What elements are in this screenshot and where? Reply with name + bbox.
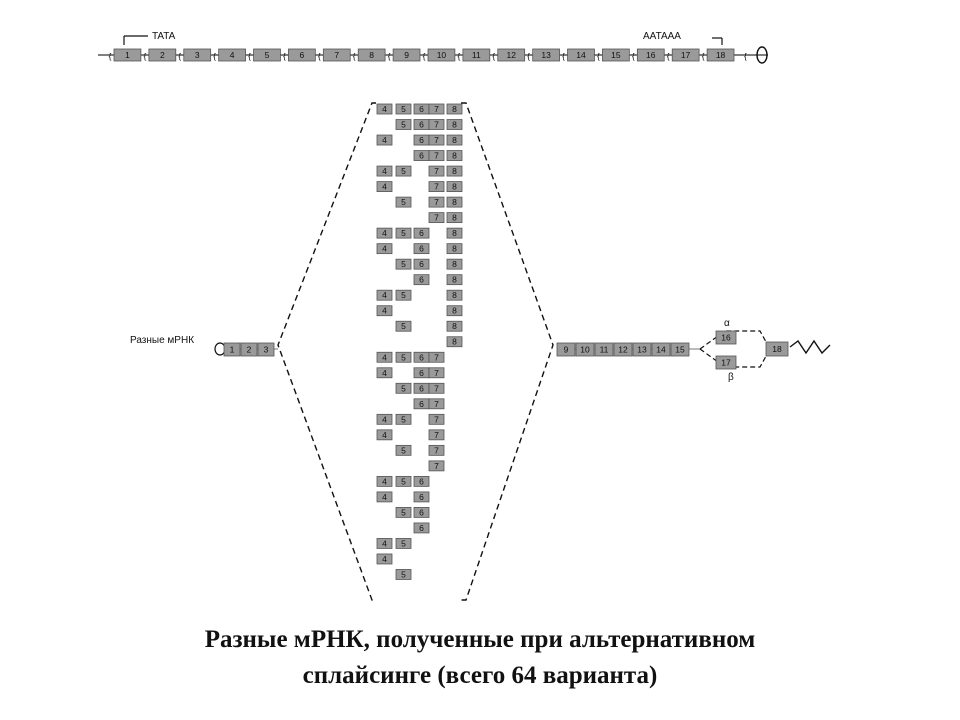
intron-break-icon: { <box>213 51 217 61</box>
variant-exon-6-number: 6 <box>419 150 424 161</box>
mrna-exon-15 <box>671 343 689 356</box>
variant-row <box>396 507 429 517</box>
gene-exon-6 <box>288 49 315 61</box>
variant-exon-5-number: 5 <box>401 352 406 363</box>
variant-exon-5 <box>396 538 411 548</box>
gene-exon-6-number: 6 <box>299 50 305 60</box>
variant-row <box>377 476 429 486</box>
gene-exon-5-number: 5 <box>264 50 270 60</box>
variant-exon-7-number: 7 <box>434 460 439 471</box>
gene-exon-3 <box>184 49 211 61</box>
variant-exon-8 <box>447 151 462 161</box>
variant-exon-4 <box>377 228 392 238</box>
caption-line-2: сплайсинге (всего 64 варианта) <box>302 662 658 689</box>
variant-row <box>396 259 462 269</box>
variant-row <box>377 306 462 316</box>
gene-exon-10 <box>428 49 455 61</box>
variant-exon-8 <box>447 275 462 285</box>
variant-row <box>377 228 462 238</box>
variant-exon-7-number: 7 <box>434 414 439 425</box>
variant-exon-6-number: 6 <box>419 104 424 114</box>
variant-exon-8-number: 8 <box>452 135 457 146</box>
mrna-line <box>130 318 830 383</box>
variant-row <box>377 414 444 424</box>
variant-exon-7 <box>429 120 444 130</box>
variant-exon-7 <box>429 461 444 471</box>
gene-exon-7-number: 7 <box>334 50 340 60</box>
variant-exon-4 <box>377 492 392 502</box>
mrna-exon-2-number: 2 <box>246 344 252 355</box>
mrna-exon-alpha <box>716 331 736 344</box>
variant-row <box>377 492 429 502</box>
intron-break-icon: { <box>527 51 531 61</box>
variant-exon-6 <box>414 523 429 533</box>
variant-exon-5 <box>396 414 411 424</box>
right-dashed-outline <box>461 103 553 600</box>
mrna-exon-14 <box>652 343 670 356</box>
mrna-exon-11 <box>595 343 613 356</box>
variant-exon-5-number: 5 <box>401 197 406 208</box>
mrna-exon-beta <box>716 356 736 369</box>
intron-break-icon: { <box>178 51 182 61</box>
variant-exon-4-number: 4 <box>382 429 387 440</box>
mrna-exon-end-number: 18 <box>772 344 782 354</box>
variant-exon-6 <box>414 151 429 161</box>
variant-exon-4-number: 4 <box>382 553 387 564</box>
variant-row <box>377 104 462 114</box>
gene-exon-14-number: 14 <box>576 50 586 60</box>
variant-exon-8 <box>447 337 462 347</box>
variant-row <box>396 569 411 579</box>
variant-exon-8-number: 8 <box>452 243 457 254</box>
variant-exon-7-number: 7 <box>434 352 439 363</box>
variant-exon-6-number: 6 <box>419 135 424 146</box>
variant-row <box>377 430 444 440</box>
intron-break-icon: { <box>387 51 391 61</box>
mrna-exon-13 <box>633 343 651 356</box>
variant-exon-7 <box>429 151 444 161</box>
variant-exon-5-number: 5 <box>401 538 406 549</box>
gene-exon-13-number: 13 <box>541 50 551 60</box>
gene-exon-8 <box>358 49 385 61</box>
mrna-exon-9-number: 9 <box>563 344 569 355</box>
gene-exon-2 <box>149 49 176 61</box>
gene-exon-11 <box>463 49 490 61</box>
variant-exon-4-number: 4 <box>382 414 387 425</box>
variant-exon-8-number: 8 <box>452 119 457 130</box>
variant-exon-4-number: 4 <box>382 228 387 239</box>
intron-break-icon: { <box>744 51 747 61</box>
mrna-exon-1-number: 1 <box>229 344 235 355</box>
variant-exon-4 <box>377 414 392 424</box>
variant-row <box>377 352 444 362</box>
gene-exon-3-number: 3 <box>194 50 200 60</box>
variant-exon-8-number: 8 <box>452 212 457 223</box>
variant-exon-4 <box>377 290 392 300</box>
mrna-exon-12 <box>614 343 632 356</box>
variant-exon-6 <box>414 476 429 486</box>
variant-exon-6-number: 6 <box>419 367 424 378</box>
variant-exon-6 <box>414 228 429 238</box>
variant-exon-7 <box>429 197 444 207</box>
variant-row <box>396 321 462 331</box>
variant-exon-8-number: 8 <box>452 259 457 270</box>
variant-exon-4 <box>377 166 392 176</box>
mrna-exon-alpha-number: 16 <box>721 332 731 343</box>
mrna-exon-14-number: 14 <box>656 344 666 355</box>
variant-exon-6-number: 6 <box>419 398 424 409</box>
variant-exon-5 <box>396 290 411 300</box>
variant-row <box>414 523 429 533</box>
variant-exon-4-number: 4 <box>382 538 387 549</box>
variant-exon-7-number: 7 <box>434 367 439 378</box>
variant-exon-6 <box>414 399 429 409</box>
variant-exon-6-number: 6 <box>419 476 424 487</box>
variant-row <box>414 151 462 161</box>
variant-exon-7 <box>429 399 444 409</box>
variant-exon-7-number: 7 <box>434 135 439 146</box>
gene-exon-17-number: 17 <box>680 50 691 60</box>
variant-row <box>377 290 462 300</box>
variant-exon-8 <box>447 135 462 145</box>
variant-exon-6-number: 6 <box>419 243 424 254</box>
mrna-exon-3 <box>258 343 274 356</box>
variant-exon-6-number: 6 <box>419 274 424 285</box>
variant-exon-4 <box>377 306 392 316</box>
intron-break-icon: { <box>701 51 705 61</box>
intron-break-icon: { <box>492 51 496 61</box>
variant-exon-5-number: 5 <box>401 445 406 456</box>
variant-exon-8 <box>447 197 462 207</box>
variant-row <box>396 120 462 130</box>
variant-exon-5 <box>396 569 411 579</box>
variant-exon-5-number: 5 <box>401 321 406 332</box>
variant-exon-7-number: 7 <box>434 150 439 161</box>
variant-exon-5 <box>396 120 411 130</box>
variant-exon-6 <box>414 104 429 114</box>
variant-exon-7 <box>429 352 444 362</box>
variant-row <box>414 275 462 285</box>
variant-exon-5-number: 5 <box>401 476 406 487</box>
intron-break-icon: { <box>248 51 251 61</box>
variant-exon-5 <box>396 383 411 393</box>
mrna-exon-2 <box>241 343 257 356</box>
variant-exon-4-number: 4 <box>382 491 387 502</box>
exploded-variants <box>278 103 553 600</box>
variant-exon-5-number: 5 <box>401 228 406 239</box>
variant-exon-7-number: 7 <box>434 119 439 130</box>
variant-exon-7 <box>429 135 444 145</box>
variant-row <box>414 399 444 409</box>
intron-break-icon: { <box>143 51 147 61</box>
variant-exon-6-number: 6 <box>419 507 424 518</box>
variant-exon-8 <box>447 182 462 192</box>
left-dashed-outline <box>278 103 376 600</box>
mrna-exon-10-number: 10 <box>580 344 590 355</box>
variant-exon-4 <box>377 430 392 440</box>
variant-exon-7-number: 7 <box>434 383 439 394</box>
variant-exon-5-number: 5 <box>401 569 406 580</box>
variant-exon-5 <box>396 352 411 362</box>
variant-exon-8 <box>447 244 462 254</box>
variant-exon-4-number: 4 <box>382 181 387 192</box>
gene-exon-15 <box>602 49 629 61</box>
variant-exon-5 <box>396 445 411 455</box>
gene-exon-12 <box>498 49 525 61</box>
variant-exon-5-number: 5 <box>401 259 406 270</box>
variant-exon-8-number: 8 <box>452 166 457 177</box>
variant-exon-4 <box>377 476 392 486</box>
variant-exon-7 <box>429 430 444 440</box>
variant-exon-6-number: 6 <box>419 491 424 502</box>
variant-exon-4-number: 4 <box>382 305 387 316</box>
variant-exon-4 <box>377 135 392 145</box>
variant-exon-6 <box>414 507 429 517</box>
variant-exon-8-number: 8 <box>452 290 457 301</box>
variant-exon-8 <box>447 120 462 130</box>
variant-exon-8 <box>447 259 462 269</box>
variant-row <box>377 166 462 176</box>
variant-exon-4-number: 4 <box>382 135 387 146</box>
mrna-exon-beta-number: 17 <box>721 357 731 368</box>
variant-exon-4-number: 4 <box>382 166 387 177</box>
variant-exon-8 <box>447 306 462 316</box>
variant-exon-5-number: 5 <box>401 119 406 130</box>
gene-exon-4-number: 4 <box>229 50 235 60</box>
variant-row <box>377 538 411 548</box>
gene-exon-18 <box>707 49 734 61</box>
gene-exon-2-number: 2 <box>159 50 165 60</box>
aataaa-label: AATAAA <box>643 31 681 42</box>
variant-exon-7-number: 7 <box>434 197 439 208</box>
variant-exon-7-number: 7 <box>434 212 439 223</box>
intron-break-icon: { <box>317 51 321 61</box>
variant-row <box>429 213 462 223</box>
variant-exon-7-number: 7 <box>434 104 439 114</box>
mrna-exon-12-number: 12 <box>618 344 628 355</box>
variant-exon-7-number: 7 <box>434 398 439 409</box>
variant-exon-7-number: 7 <box>434 445 439 456</box>
variant-exon-7 <box>429 445 444 455</box>
variant-exon-6-number: 6 <box>419 119 424 130</box>
variant-row <box>377 135 462 145</box>
intron-break-icon: { <box>457 51 461 61</box>
variant-exon-8-number: 8 <box>452 197 457 208</box>
gene-exon-18-number: 18 <box>715 50 726 60</box>
gene-exon-1 <box>114 49 141 61</box>
variant-exon-6 <box>414 275 429 285</box>
intron-break-icon: { <box>562 51 565 61</box>
intron-break-icon: { <box>422 51 426 61</box>
variant-exon-4 <box>377 104 392 114</box>
variant-exon-7 <box>429 213 444 223</box>
gene-exon-11-number: 11 <box>471 50 481 60</box>
variant-exon-5 <box>396 507 411 517</box>
poly-a-tail <box>790 341 830 353</box>
variant-exon-8-number: 8 <box>452 150 457 161</box>
variant-exon-7-number: 7 <box>434 429 439 440</box>
variant-exon-6 <box>414 352 429 362</box>
variant-exon-7 <box>429 182 444 192</box>
variant-exon-5 <box>396 476 411 486</box>
variant-exon-6-number: 6 <box>419 228 424 239</box>
variant-exon-7 <box>429 414 444 424</box>
intron-break-icon: { <box>666 51 670 61</box>
variant-row <box>377 554 392 564</box>
intron-break-icon: { <box>352 51 356 61</box>
gene-map <box>98 31 768 63</box>
variant-exon-6 <box>414 244 429 254</box>
gene-exon-10-number: 10 <box>436 50 447 60</box>
variant-exon-8 <box>447 213 462 223</box>
intron-break-icon: { <box>597 51 600 61</box>
beta-symbol: β <box>728 372 734 383</box>
variant-exon-7 <box>429 166 444 176</box>
variant-exon-5 <box>396 259 411 269</box>
variant-exon-5 <box>396 104 411 114</box>
variant-exon-5 <box>396 197 411 207</box>
variant-exon-6-number: 6 <box>419 352 424 363</box>
tata-label: TATA <box>152 31 176 42</box>
cap-icon <box>215 343 225 355</box>
variant-exon-8-number: 8 <box>452 336 457 347</box>
variant-row <box>396 197 462 207</box>
intron-break-icon: { <box>108 51 112 61</box>
gene-exon-12-number: 12 <box>506 50 516 60</box>
variant-row <box>396 383 444 393</box>
gene-exon-17 <box>672 49 699 61</box>
variant-exon-4-number: 4 <box>382 104 387 114</box>
gene-exon-16-number: 16 <box>646 50 656 60</box>
variant-exon-5-number: 5 <box>401 383 406 394</box>
variant-exon-4 <box>377 554 392 564</box>
variant-exon-4-number: 4 <box>382 243 387 254</box>
variant-exon-4 <box>377 182 392 192</box>
variant-exon-8-number: 8 <box>452 305 457 316</box>
mrna-label: Разные мРНК <box>130 335 195 346</box>
variant-exon-4 <box>377 368 392 378</box>
gene-exon-8-number: 8 <box>369 50 375 60</box>
variant-exon-4 <box>377 244 392 254</box>
mrna-exon-1 <box>224 343 240 356</box>
variant-row <box>429 461 444 471</box>
variant-row <box>377 244 462 254</box>
mrna-exon-3-number: 3 <box>263 344 269 355</box>
variant-exon-4-number: 4 <box>382 352 387 363</box>
gene-exon-1-number: 1 <box>125 50 130 60</box>
mrna-exon-11-number: 11 <box>599 344 609 355</box>
variant-exon-8-number: 8 <box>452 104 457 114</box>
intron-break-icon: { <box>283 51 286 61</box>
variant-exon-8-number: 8 <box>452 228 457 239</box>
variant-exon-8 <box>447 290 462 300</box>
variant-exon-7 <box>429 383 444 393</box>
variant-exon-8-number: 8 <box>452 274 457 285</box>
variant-exon-4 <box>377 352 392 362</box>
gene-exon-13 <box>533 49 560 61</box>
gene-exon-14 <box>568 49 595 61</box>
gene-exon-5 <box>254 49 281 61</box>
variant-exon-7 <box>429 104 444 114</box>
variant-row <box>396 445 444 455</box>
caption-line-1: Разные мРНК, полученные при альтернативном <box>204 626 756 653</box>
variant-exon-7-number: 7 <box>434 166 439 177</box>
variant-exon-8 <box>447 321 462 331</box>
variant-exon-5-number: 5 <box>401 166 406 177</box>
variant-exon-5 <box>396 321 411 331</box>
variant-exon-4-number: 4 <box>382 290 387 301</box>
variant-exon-8 <box>447 104 462 114</box>
gene-exon-9-number: 9 <box>404 50 409 60</box>
mrna-exon-9 <box>557 343 575 356</box>
variant-exon-5-number: 5 <box>401 507 406 518</box>
variant-exon-5-number: 5 <box>401 104 406 114</box>
gene-exon-15-number: 15 <box>611 50 621 60</box>
variant-exon-5-number: 5 <box>401 290 406 301</box>
intron-break-icon: { <box>631 51 635 61</box>
mrna-exon-13-number: 13 <box>637 344 647 355</box>
variant-exon-6 <box>414 492 429 502</box>
variant-exon-6 <box>414 259 429 269</box>
variant-row <box>377 368 444 378</box>
variant-exon-5 <box>396 228 411 238</box>
variant-exon-5-number: 5 <box>401 414 406 425</box>
gene-exon-9 <box>393 49 420 61</box>
gene-exon-16 <box>637 49 664 61</box>
variant-exon-5 <box>396 166 411 176</box>
variant-exon-6-number: 6 <box>419 522 424 533</box>
variant-exon-4-number: 4 <box>382 367 387 378</box>
variant-exon-7 <box>429 368 444 378</box>
variant-exon-8 <box>447 228 462 238</box>
variant-exon-8-number: 8 <box>452 321 457 332</box>
variant-exon-8 <box>447 166 462 176</box>
variant-exon-6-number: 6 <box>419 383 424 394</box>
variant-exon-6 <box>414 368 429 378</box>
variant-exon-8-number: 8 <box>452 181 457 192</box>
variant-row <box>377 182 462 192</box>
variant-row <box>447 337 462 347</box>
alpha-symbol: α <box>724 318 730 329</box>
variant-exon-6-number: 6 <box>419 259 424 270</box>
variant-exon-7-number: 7 <box>434 181 439 192</box>
variant-exon-4 <box>377 538 392 548</box>
mrna-exon-15-number: 15 <box>675 344 685 355</box>
gene-exon-4 <box>219 49 246 61</box>
variant-exon-4-number: 4 <box>382 476 387 487</box>
variant-exon-6 <box>414 383 429 393</box>
mrna-exon-10 <box>576 343 594 356</box>
variant-exon-6 <box>414 135 429 145</box>
variant-exon-6 <box>414 120 429 130</box>
gene-exon-7 <box>323 49 350 61</box>
mrna-exon-end <box>766 342 788 356</box>
